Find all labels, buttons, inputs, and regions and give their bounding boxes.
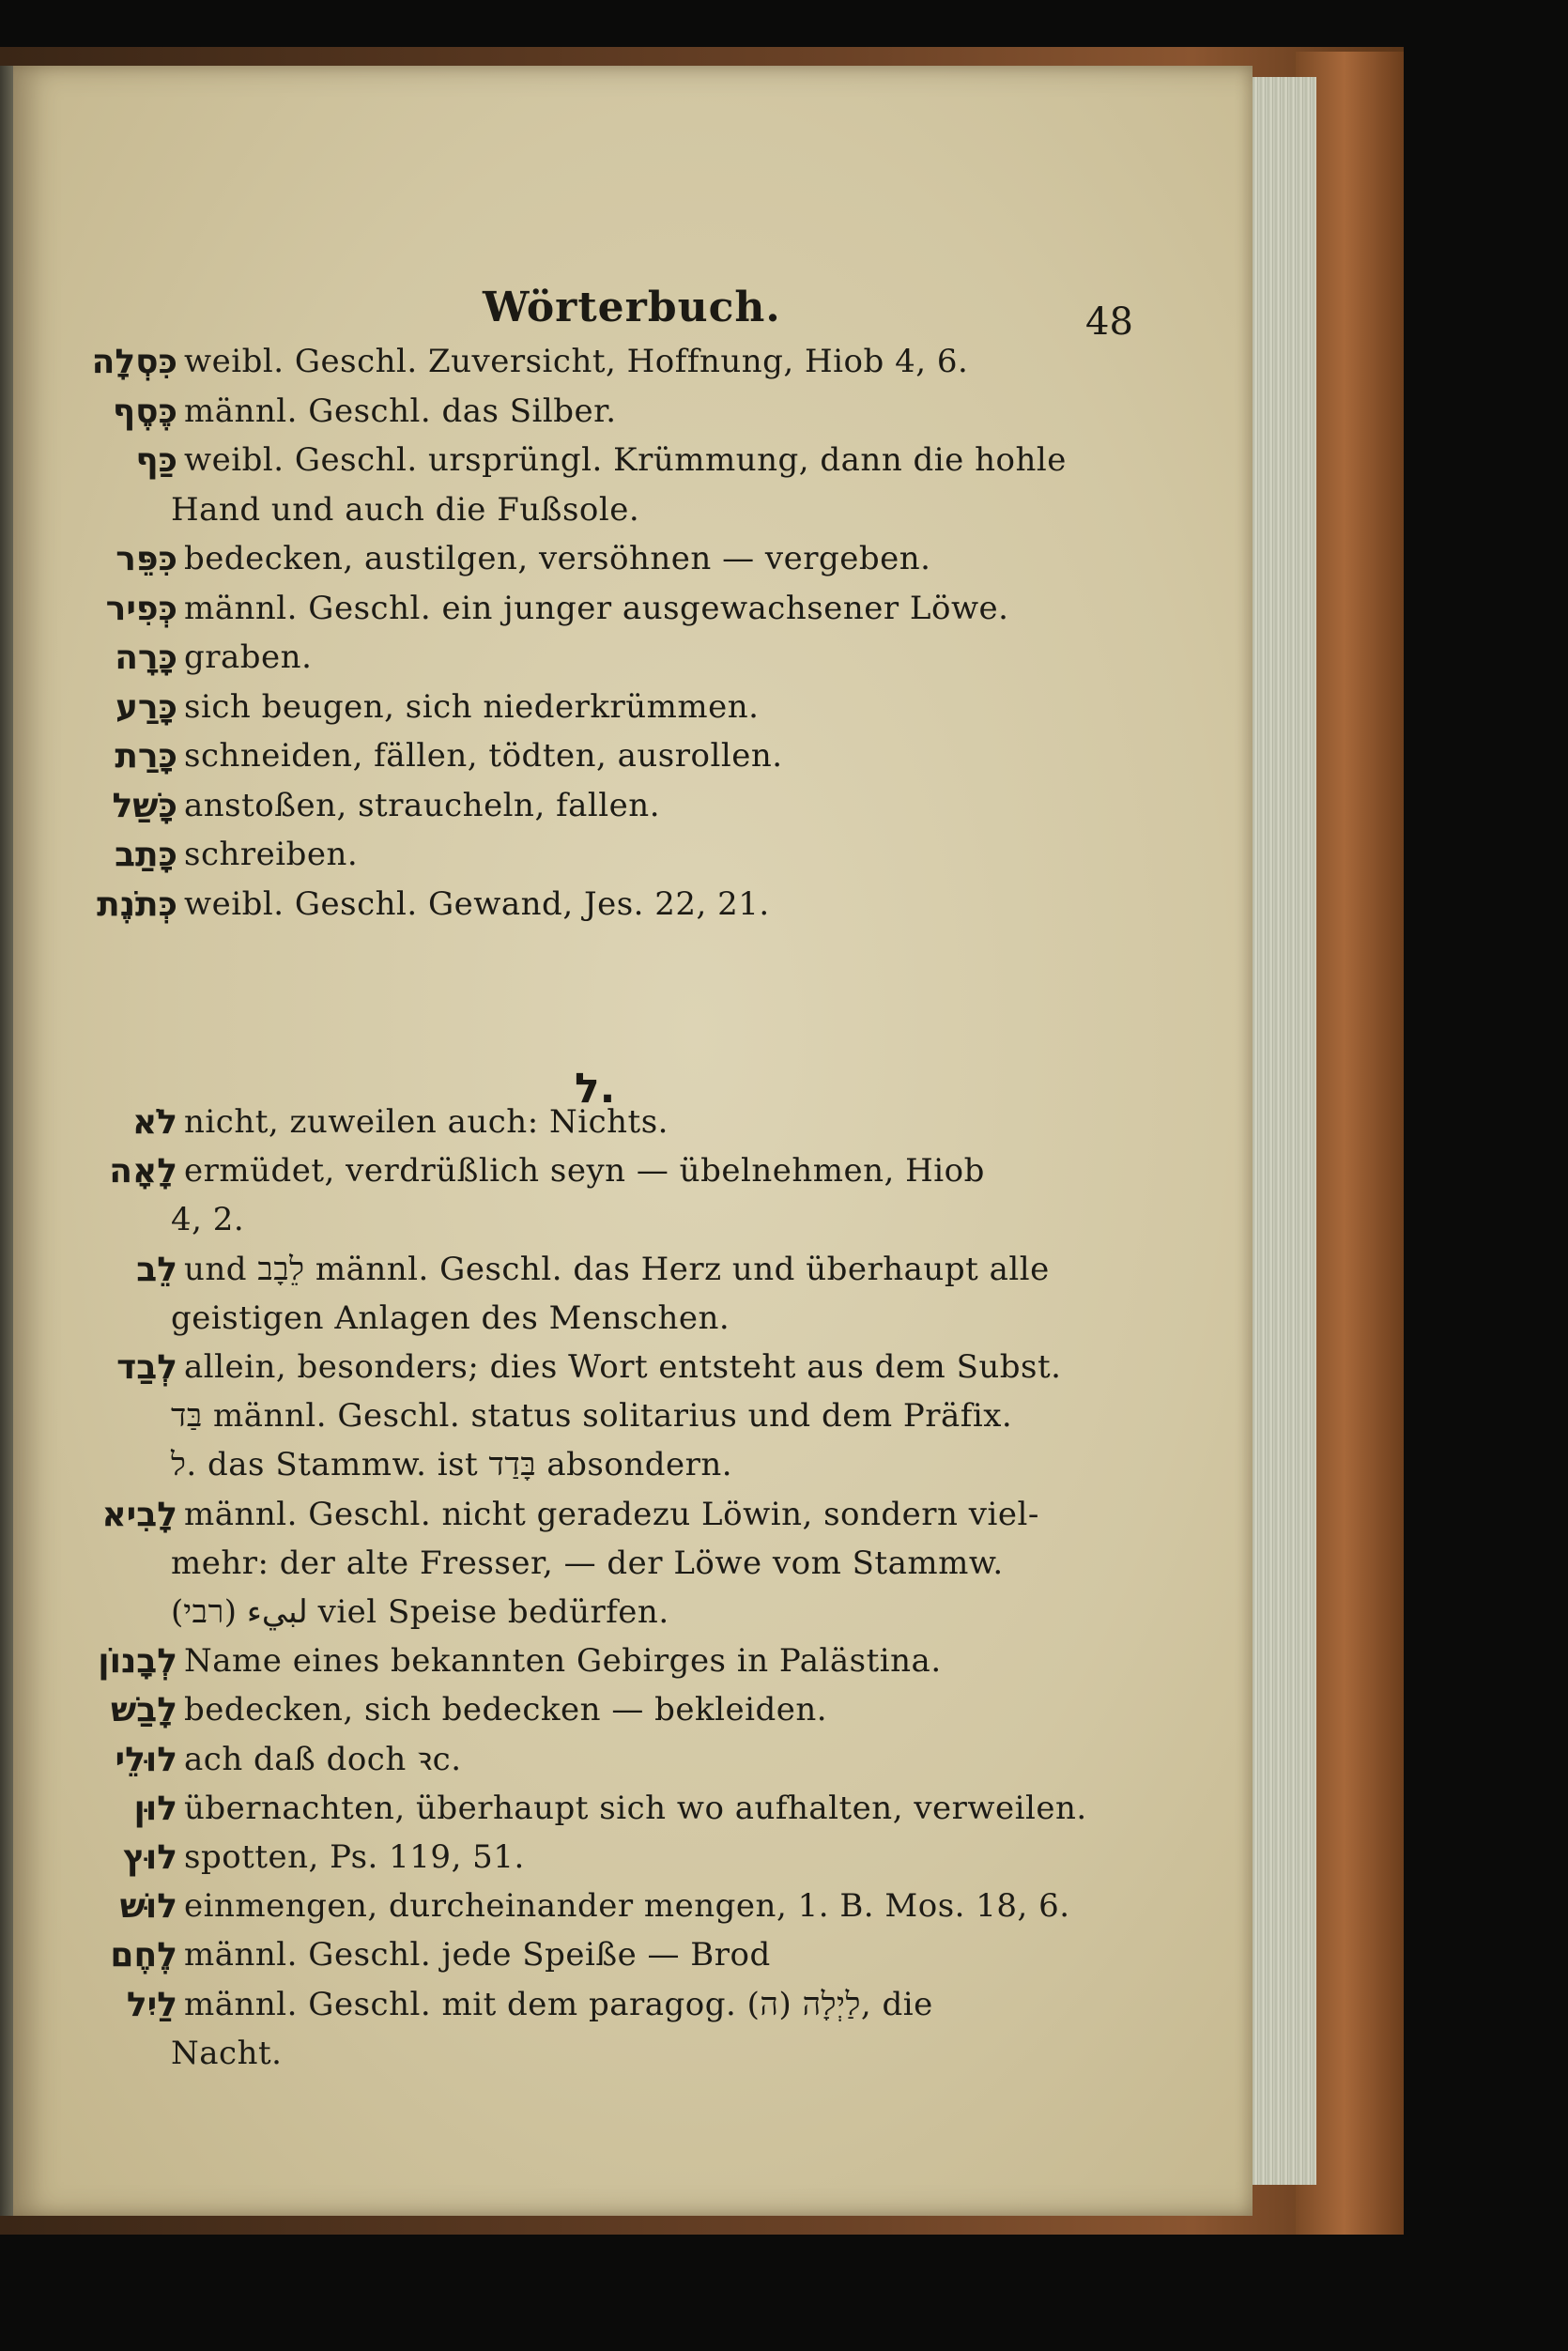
entry-headword: כִּפֵּר (115, 540, 177, 578)
entry-continuation: Hand und auch die Fußsole. (171, 490, 640, 529)
entry-continuation: 4, 2. (171, 1201, 245, 1239)
entry-definition: anstoßen, straucheln, fallen. (184, 786, 661, 824)
entry-headword: לֵב (136, 1250, 177, 1289)
page-number: 48 (1085, 300, 1133, 344)
entry-definition: weibl. Geschl. ursprüngl. Krümmung, dann die hohle (184, 441, 1067, 479)
entry-headword: לוּץ (123, 1838, 177, 1877)
entry-definition: allein, besonders; dies Wort entsteht aus dem Subst. (184, 1348, 1062, 1386)
entry-continuation: لبيء (רבי) viel Speise bedürfen. (171, 1593, 669, 1631)
entry-definition: männl. Geschl. nicht geradezu Löwin, sondern viel- (184, 1495, 1039, 1533)
entry-headword: כִּסְלָה (91, 343, 177, 381)
entry-headword: לוּשׁ (119, 1887, 177, 1927)
entry-definition: spotten, Ps. 119, 51. (184, 1838, 525, 1876)
entry-definition: weibl. Geschl. Zuversicht, Hoffnung, Hiob 4, 6. (184, 343, 969, 380)
entry-definition: schneiden, fällen, tödten, ausrollen. (184, 737, 783, 775)
entry-definition: und לֵבָב männl. Geschl. das Herz und überhaupt alle (184, 1250, 1050, 1288)
entry-headword: כָּשַׁל (112, 786, 177, 825)
entry-definition: weibl. Geschl. Gewand, Jes. 22, 21. (184, 884, 770, 923)
entry-continuation: בַּד männl. Geschl. status solitarius und dem Präfix. (171, 1397, 1013, 1436)
entry-headword: לָבִיא (101, 1495, 177, 1534)
entry-definition: ermüdet, verdrüßlich seyn — übelnehmen, Hiob (184, 1152, 985, 1191)
entry-definition: sich beugen, sich niederkrümmen. (184, 687, 760, 726)
entry-continuation: mehr: der alte Fresser, — der Löwe vom Stammw. (171, 1544, 1004, 1582)
entry-headword: כָּתַב (115, 836, 177, 874)
entry-headword: לָבַשׁ (110, 1691, 177, 1730)
entry-definition: männl. Geschl. das Silber. (184, 392, 617, 430)
entry-definition: ach daß doch ꝛc. (184, 1740, 462, 1778)
entry-headword: כָּרַע (115, 687, 177, 727)
entry-definition: Name eines bekannten Gebirges in Palästina. (184, 1642, 942, 1681)
entry-headword: כָּרַת (115, 737, 177, 776)
entry-definition: graben. (184, 638, 313, 676)
entry-definition: schreiben. (184, 836, 359, 873)
entry-continuation: geistigen Anlagen des Menschen. (171, 1298, 730, 1337)
entry-definition: nicht, zuweilen auch: Nichts. (184, 1103, 669, 1141)
book-page (13, 66, 1253, 2216)
entry-headword: לוּן (133, 1789, 177, 1828)
page-edges (1249, 77, 1316, 2185)
entry-headword: לֹא (132, 1103, 177, 1142)
entry-headword: כֶּסֶף (112, 392, 177, 431)
entry-continuation: ל. das Stammw. ist בָּדַד absondern. (171, 1446, 733, 1484)
running-header: Wörterbuch. (483, 284, 781, 331)
entry-headword: לוּלֵי (115, 1740, 177, 1779)
entry-definition: bedecken, sich bedecken — bekleiden. (184, 1691, 828, 1729)
entry-headword: כְּפִיר (105, 589, 177, 628)
entry-definition: einmengen, durcheinander mengen, 1. B. Mos. 18, 6. (184, 1887, 1070, 1926)
section-letter-lamed: ל. (575, 1065, 616, 1113)
entry-definition: männl. Geschl. jede Speiße — Brod (184, 1936, 771, 1975)
entry-definition: bedecken, austilgen, versöhnen — vergeben. (184, 540, 931, 577)
entry-headword: לֶחֶם (110, 1936, 177, 1975)
entry-definition: übernachten, überhaupt sich wo aufhalten, verweilen. (184, 1789, 1087, 1827)
entry-headword: לַיִל (126, 1985, 177, 2024)
entry-headword: לְבָנוֹן (98, 1642, 177, 1682)
entry-definition: männl. Geschl. ein junger ausgewachsener Löwe. (184, 589, 1009, 627)
entry-definition: männl. Geschl. mit dem paragog. (ה) לַיְלָה, die (184, 1985, 933, 2023)
entry-headword: כָּרָה (115, 638, 177, 677)
entry-headword: לָאָה (109, 1152, 177, 1191)
entry-continuation: Nacht. (171, 2034, 283, 2072)
entry-headword: לְבַד (116, 1348, 177, 1387)
entry-headword: כְּתֹנֶת (97, 884, 177, 924)
entry-headword: כַּף (135, 441, 177, 480)
